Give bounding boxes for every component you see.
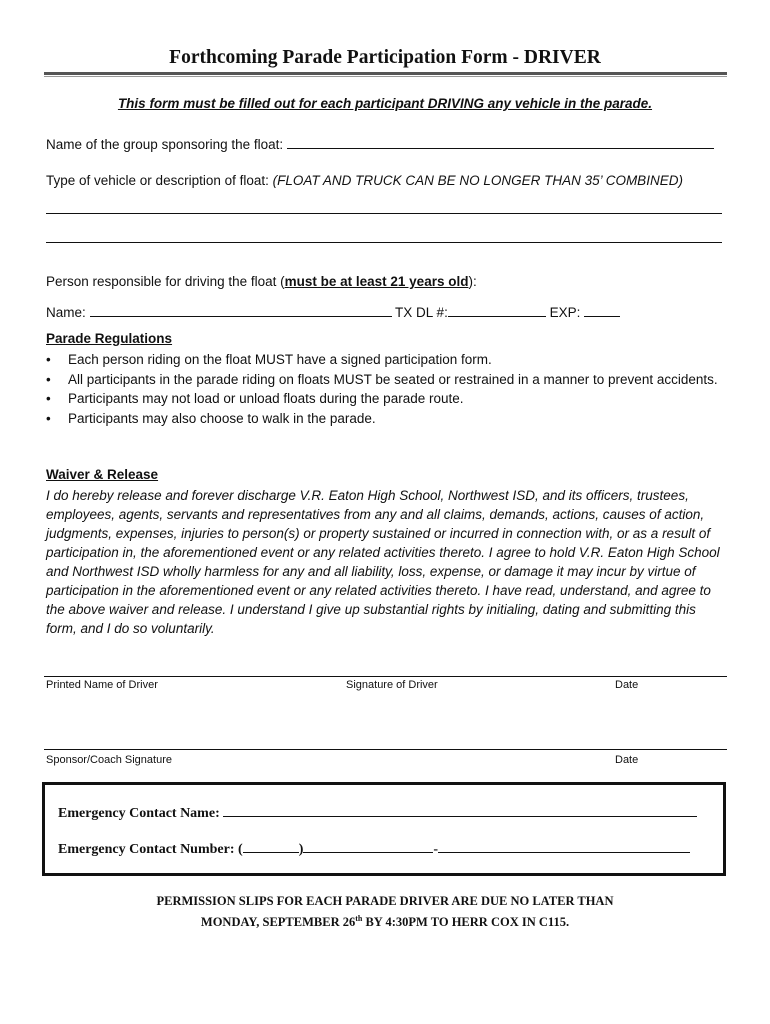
deadline-notice (0, 893, 770, 931)
age-requirement: must be at least 21 years old (284, 274, 469, 289)
deadline-line-1: PERMISSION SLIPS FOR EACH PARADE DRIVER ARE DUE NO LATER THAN (156, 894, 614, 908)
group-input[interactable] (287, 134, 714, 149)
vehicle-label: Type of vehicle or description of float: (46, 173, 269, 188)
signature-label: Signature of Driver (346, 679, 438, 691)
area-code-input[interactable] (243, 838, 299, 853)
list-item: • Participants may not load or unload floats during the parade route. (46, 389, 726, 409)
bullet-icon: • (46, 352, 51, 367)
waiver-text: I do hereby release and forever discharge V.R. Eaton High School, Northwest ISD, and its officers, trustees, employees, agents, servants and representatives from any and all claims, demands, actions, causes of action, judgments, expenses, injuries to person(s) or property sustained or incurred in connection with, or as a result of participation in, the aforementioned event or any related activities thereto. I agree to hold V.R. Eaton High School and Northwest ISD wholly harmless for any and all liability, loss, expense, or damage it may incur by virtue of participation in the aforementioned event or any related activities thereto. I have read, understand, and agree to the above waiver and release. I understand I give up substantial rights by initialing, dating and submitting this form, and I do so voluntarily. (46, 488, 720, 636)
emergency-contact-box (42, 782, 726, 876)
title-divider-thin (44, 76, 727, 77)
responsible-suffix: ): (468, 274, 477, 289)
regulations-heading: Parade Regulations (46, 331, 173, 346)
emergency-name-input[interactable] (223, 802, 697, 817)
txdl-label: TX DL #: (395, 305, 448, 320)
printed-name-label: Printed Name of Driver (46, 679, 158, 691)
emergency-number-row (58, 838, 690, 858)
responsible-heading (46, 274, 477, 289)
deadline-line-2: MONDAY, SEPTEMBER 26th BY 4:30PM TO HERR COX IN C115. (200, 914, 570, 930)
emergency-name-row (58, 802, 697, 822)
group-field-row (46, 134, 714, 152)
phone-line-input[interactable] (438, 838, 690, 853)
list-item: • All participants in the parade riding on floats MUST be seated or restrained in a manner to prevent accidents. (46, 370, 726, 390)
area-code-open: ( (238, 842, 243, 857)
waiver-heading: Waiver & Release (46, 467, 159, 482)
date-label: Date (615, 679, 639, 691)
bullet-icon: • (46, 371, 51, 387)
form-subtitle: This form must be filled out for each participant DRIVING any vehicle in the parade. (117, 96, 653, 111)
txdl-input[interactable] (448, 302, 546, 317)
list-item: • Each person riding on the float MUST have a signed participation form. (46, 350, 726, 370)
vehicle-field-row (46, 173, 683, 188)
exp-input[interactable] (584, 302, 620, 317)
regulations-list (46, 350, 726, 428)
name-label: Name: (46, 305, 86, 320)
driver-signature-line[interactable] (44, 676, 727, 677)
name-input[interactable] (90, 302, 392, 317)
group-label: Name of the group sponsoring the float: (46, 137, 284, 152)
bullet-icon: • (46, 391, 51, 406)
vehicle-input-line-1[interactable] (46, 213, 722, 214)
phone-dash: - (433, 842, 439, 857)
list-item: • Participants may also choose to walk in the parade. (46, 409, 726, 429)
emergency-name-label: Emergency Contact Name: (58, 806, 220, 821)
sponsor-date-label: Date (615, 754, 639, 766)
responsible-prefix: Person responsible for driving the float ( (46, 274, 285, 289)
form-title: Forthcoming Parade Participation Form - DRIVER (169, 47, 601, 68)
sponsor-label: Sponsor/Coach Signature (46, 754, 172, 766)
title-divider (44, 72, 727, 75)
vehicle-note: (FLOAT AND TRUCK CAN BE NO LONGER THAN 35’ COMBINED) (272, 173, 683, 188)
emergency-number-label: Emergency Contact Number: (58, 842, 235, 857)
phone-prefix-input[interactable] (303, 838, 433, 853)
driver-id-row (46, 302, 620, 320)
exp-label: EXP: (549, 305, 581, 320)
vehicle-input-line-2[interactable] (46, 242, 722, 243)
bullet-icon: • (46, 410, 51, 426)
sponsor-signature-line[interactable] (44, 749, 727, 750)
area-code-close: ) (298, 842, 304, 857)
